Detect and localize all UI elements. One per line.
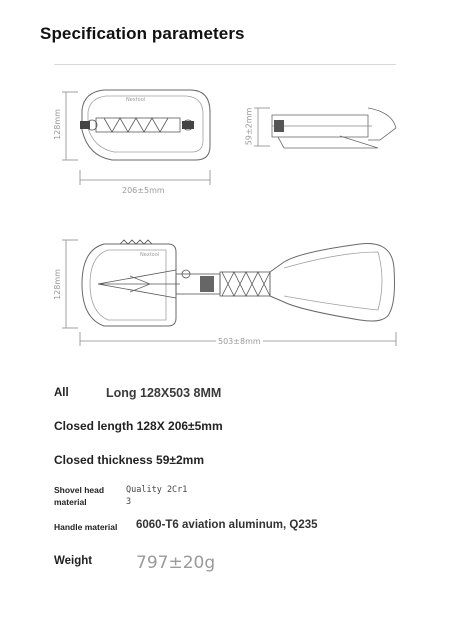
- spec-closed-length: Closed length 128X 206±5mm: [54, 419, 223, 433]
- closed-handle: [96, 118, 180, 132]
- spec-label-handle: Handle material: [54, 522, 118, 532]
- open-length-label: 503±8mm: [218, 337, 261, 346]
- spec-label-shovel-head: Shovel head material: [54, 485, 105, 507]
- brand-logo-open: Nextool: [140, 252, 160, 258]
- closed-height-label: 128mm: [52, 109, 62, 140]
- spec-value-shovel-head: Quality 2Cr1 3: [126, 485, 188, 507]
- closed-thickness-label: 59±2mm: [244, 107, 254, 146]
- spec-value-weight: 797±20g: [136, 553, 216, 573]
- open-handle: [220, 272, 270, 296]
- spec-closed-thickness: Closed thickness 59±2mm: [54, 453, 204, 467]
- spec-label-all: All: [54, 387, 69, 399]
- spec-value-all: Long 128X503 8MM: [106, 386, 222, 400]
- closed-width-label: 206±5mm: [122, 186, 165, 195]
- open-height-label: 128mm: [52, 269, 62, 300]
- page-title: Specification parameters: [40, 24, 245, 43]
- spec-value-handle: 6060-T6 aviation aluminum, Q235: [136, 519, 318, 531]
- brand-logo-closed: Nextool: [126, 97, 146, 103]
- open-shovel-head: [82, 244, 176, 326]
- spec-label-weight: Weight: [54, 555, 93, 567]
